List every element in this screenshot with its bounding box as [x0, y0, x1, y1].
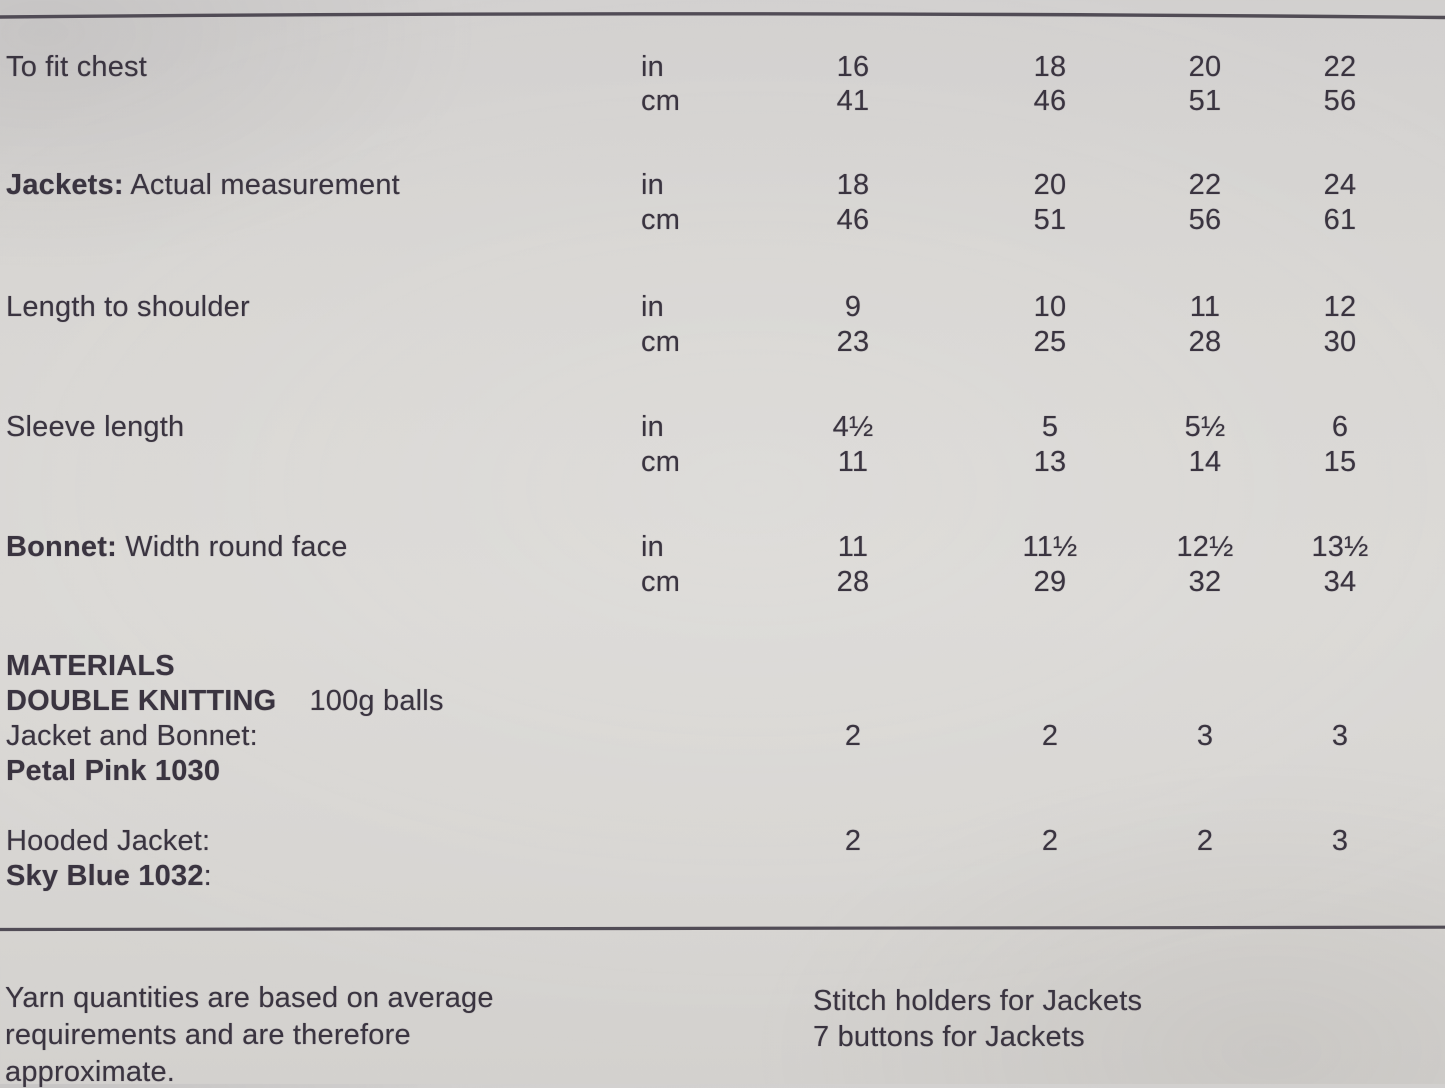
- balls-value: 3: [1331, 720, 1349, 752]
- balls-value: 2: [1041, 825, 1059, 857]
- yarn-note-line: requirements and are therefore: [5, 1019, 411, 1051]
- unit-cm: cm: [641, 204, 681, 236]
- row-label-text: Actual measurement: [123, 169, 400, 201]
- balls-value: 3: [1331, 825, 1349, 857]
- size-value: 51: [1188, 85, 1222, 117]
- size-value: 12: [1323, 291, 1357, 323]
- accessories-note-line: 7 buttons for Jackets: [813, 1021, 1085, 1053]
- size-value: 41: [836, 85, 870, 117]
- unit-in: in: [641, 531, 664, 563]
- size-value: 11: [837, 531, 869, 563]
- size-value: 30: [1323, 326, 1357, 358]
- row-label-bonnet: [6, 532, 348, 562]
- divider-line-top: [0, 12, 1445, 20]
- unit-in: in: [641, 291, 664, 323]
- materials-item-shade: [6, 756, 220, 786]
- row-label-sleeve-length: [6, 412, 184, 442]
- ball-size: 100g balls: [309, 685, 444, 717]
- size-value: 23: [836, 326, 870, 358]
- materials-item-shade: [6, 861, 212, 891]
- unit-in: in: [641, 169, 664, 201]
- yarn-note-line: approximate.: [5, 1056, 176, 1088]
- size-value: 11½: [1022, 531, 1078, 563]
- row-label-bold-prefix: Jackets:: [6, 169, 124, 201]
- size-value: 28: [1188, 326, 1222, 358]
- unit-cm: cm: [641, 446, 681, 478]
- unit-in: in: [641, 411, 664, 443]
- unit-in: in: [641, 51, 664, 83]
- size-value: 11: [837, 446, 869, 478]
- balls-value: 2: [844, 720, 862, 752]
- size-value: 25: [1033, 326, 1067, 358]
- size-value: 13: [1033, 446, 1067, 478]
- row-label-text: Sleeve length: [6, 411, 185, 443]
- size-value: 18: [1033, 51, 1067, 83]
- size-value: 18: [836, 169, 870, 201]
- size-value: 20: [1033, 169, 1067, 201]
- size-value: 15: [1323, 446, 1357, 478]
- row-label-text: To fit chest: [6, 51, 148, 83]
- size-value: 5: [1041, 411, 1059, 443]
- shade-name: Petal Pink 1030: [6, 755, 221, 787]
- balls-value: 2: [1041, 720, 1059, 752]
- row-label-jackets: [6, 170, 400, 200]
- size-value: 5½: [1184, 411, 1226, 443]
- yarn-type: DOUBLE KNITTING: [6, 685, 277, 717]
- shade-name: Sky Blue 1032: [6, 860, 204, 892]
- size-value: 11: [1189, 291, 1221, 323]
- size-value: 22: [1323, 51, 1357, 83]
- size-value: 34: [1323, 566, 1357, 598]
- size-value: 13½: [1311, 531, 1369, 563]
- size-value: 51: [1033, 204, 1067, 236]
- size-value: 4½: [832, 411, 874, 443]
- row-label-to-fit-chest: [6, 52, 147, 82]
- divider-line-bottom: [0, 922, 1445, 930]
- balls-value: 2: [1196, 825, 1214, 857]
- size-value: 10: [1033, 291, 1067, 323]
- row-label-text: Width round face: [116, 531, 348, 563]
- row-label-bold-prefix: Bonnet:: [6, 531, 117, 563]
- unit-cm: cm: [641, 85, 681, 117]
- row-label-text: Length to shoulder: [6, 291, 250, 323]
- size-value: 61: [1323, 204, 1357, 236]
- size-value: 12½: [1176, 531, 1234, 563]
- row-label-length-to-shoulder: [6, 292, 250, 322]
- size-value: 16: [836, 51, 870, 83]
- accessories-note-line: Stitch holders for Jackets: [813, 985, 1143, 1017]
- size-value: 14: [1188, 446, 1222, 478]
- size-value: 56: [1188, 204, 1222, 236]
- balls-value: 2: [844, 825, 862, 857]
- balls-value: 3: [1196, 720, 1214, 752]
- size-value: 9: [844, 291, 862, 323]
- yarn-note-line: Yarn quantities are based on average: [5, 982, 494, 1014]
- materials-heading: MATERIALS: [6, 650, 175, 682]
- size-value: 20: [1188, 51, 1222, 83]
- size-value: 56: [1323, 85, 1357, 117]
- size-value: 22: [1188, 169, 1222, 201]
- materials-item-use: Jacket and Bonnet:: [6, 720, 258, 752]
- size-value: 32: [1188, 566, 1222, 598]
- size-value: 46: [836, 204, 870, 236]
- size-value: 6: [1331, 411, 1349, 443]
- unit-cm: cm: [641, 566, 681, 598]
- materials-item-use: Hooded Jacket:: [6, 825, 211, 857]
- unit-cm: cm: [641, 326, 681, 358]
- shade-suffix: :: [203, 860, 212, 892]
- size-value: 28: [836, 566, 870, 598]
- size-value: 46: [1033, 85, 1067, 117]
- size-value: 29: [1033, 566, 1067, 598]
- size-value: 24: [1323, 169, 1357, 201]
- yarn-type-line: [6, 686, 444, 716]
